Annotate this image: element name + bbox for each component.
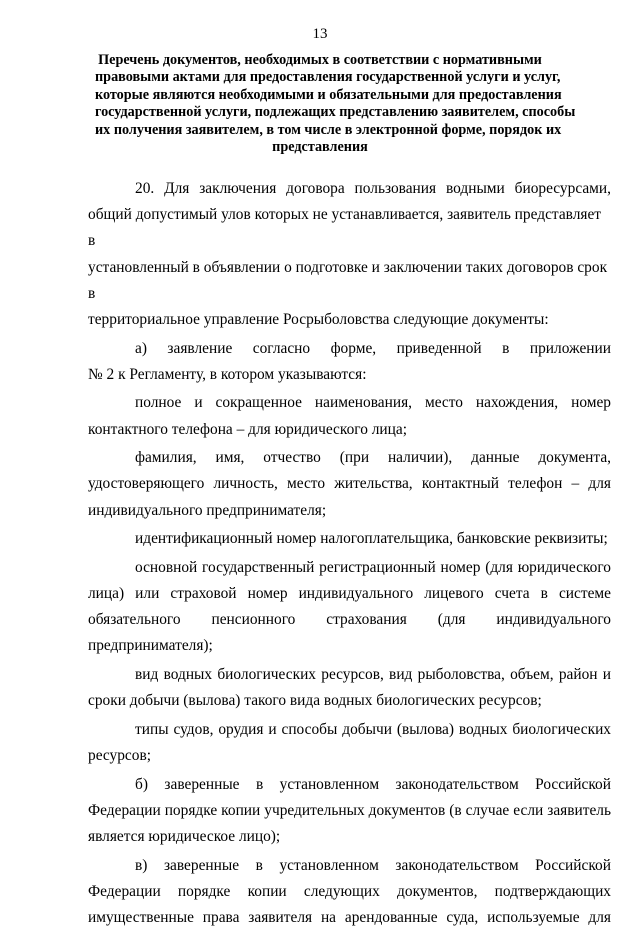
paragraph-item-b [88, 772, 611, 851]
text-line: б) заверенные в установленном законодательством Российской [135, 775, 611, 793]
text-line: основной государственный регистрационный номер (для юридического [135, 558, 611, 576]
text-line: Федерации порядке копии учредительных документов (в случае если заявитель [88, 801, 611, 819]
page-number: 13 [312, 26, 328, 42]
text-line: удостоверяющего личность, место жительства, контактный телефон – для [88, 475, 611, 493]
paragraph-resource-type [88, 662, 611, 714]
text-line: установленный в объявлении о подготовке и заключении таких договоров срок в [88, 258, 608, 302]
paragraph-item-a [88, 336, 611, 388]
text-line: сроки добычи (вылова) такого вида водных биологических ресурсов; [88, 692, 542, 710]
paragraph-item-v [88, 853, 611, 932]
paragraph-tax-number [88, 526, 611, 552]
text-line: № 2 к Регламенту, в котором указываются: [88, 365, 367, 383]
document-body [88, 176, 611, 934]
text-line: индивидуального предпринимателя; [88, 501, 327, 519]
heading-line: представления [272, 139, 368, 156]
paragraph-20 [88, 176, 611, 333]
paragraph-legal-entity-name [88, 390, 611, 442]
text-line: полное и сокращенное наименования, место нахождения, номер [135, 394, 611, 412]
heading-line: их получения заявителем, в том числе в электронной форме, порядок их [95, 121, 562, 138]
heading-line: правовыми актами для предоставления государственной услуги и услуг, [95, 69, 561, 86]
text-line: территориальное управление Росрыболовства следующие документы: [88, 311, 549, 329]
text-line: 20. Для заключения договора пользования водными биоресурсами, [135, 180, 611, 197]
paragraph-registration-number [88, 555, 611, 660]
text-line: контактного телефона – для юридического лица; [88, 420, 408, 438]
text-line: лица) или страховой номер индивидуального лицевого счета в системе [88, 585, 611, 602]
heading-line: которые являются необходимыми и обязательными для предоставления [95, 86, 562, 103]
text-line: в) заверенные в установленном законодательством Российской [135, 856, 611, 874]
text-line: типы судов, орудия и способы добычи (вылова) водных биологических [135, 720, 611, 738]
heading-line: Перечень документов, необходимых в соответствии с нормативными [98, 52, 542, 68]
text-line: вид водных биологических ресурсов, вид рыболовства, объем, район и [135, 666, 611, 683]
paragraph-vessel-types [88, 717, 611, 769]
heading-line: государственной услуги, подлежащих представлению заявителем, способы [95, 104, 576, 121]
text-line: обязательного пенсионного страхования (для индивидуального [88, 611, 611, 629]
paragraph-entrepreneur-details [88, 445, 611, 524]
text-line: ресурсов; [88, 747, 151, 764]
text-line: является юридическое лицо); [88, 828, 281, 845]
text-line: предпринимателя); [88, 637, 213, 655]
text-line: фамилия, имя, отчество (при наличии), данные документа, [135, 449, 611, 467]
text-line: Федерации порядке копии следующих документов, подтверждающих [88, 882, 611, 900]
text-line: идентификационный номер налогоплательщика, банковские реквизиты; [135, 530, 608, 548]
text-line: общий допустимый улов которых не устанавливается, заявитель представляет в [88, 206, 602, 250]
text-line: имущественные права заявителя на арендованные суда, используемые для [88, 909, 611, 926]
section-heading [95, 52, 576, 156]
text-line: а) заявление согласно форме, приведенной в приложении [135, 339, 611, 357]
